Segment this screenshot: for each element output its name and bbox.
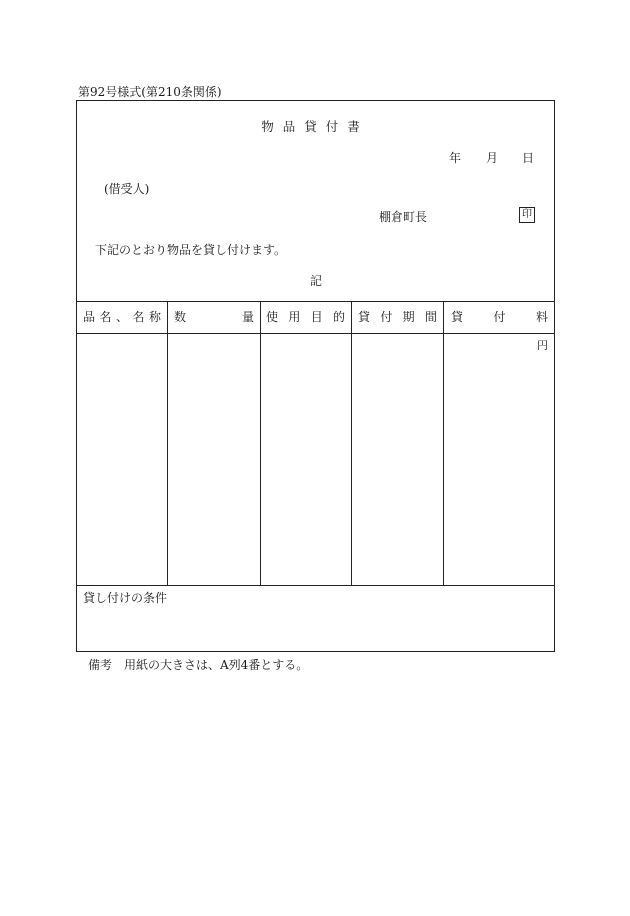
fee-unit: 円 [537, 339, 548, 352]
column-divider [167, 301, 168, 585]
header-loan-fee: 貸付料 [451, 310, 548, 324]
form-title: 物品貸付書 [261, 119, 369, 134]
column-divider [260, 301, 261, 585]
remarks-note: 備考 用紙の大きさは、A列4番とする。 [88, 658, 309, 672]
header-bottom-rule [76, 333, 555, 334]
issuer-name: 棚倉町長 [379, 210, 428, 224]
header-purpose: 使用目的 [266, 310, 345, 324]
date-month-label: 月 [486, 151, 499, 165]
header-loan-period: 貸付期間 [358, 310, 437, 324]
header-quantity: 数量 [174, 310, 254, 324]
seal-mark: 印 [519, 207, 535, 223]
statement-text: 下記のとおり物品を貸し付けます。 [95, 243, 287, 257]
date-day-label: 日 [522, 151, 535, 165]
table-bottom-rule [76, 585, 555, 586]
column-divider [351, 301, 352, 585]
form-number: 第92号様式(第210条関係) [78, 85, 222, 99]
column-divider [443, 301, 444, 585]
date-year-label: 年 [449, 151, 462, 165]
conditions-label: 貸し付けの条件 [83, 591, 168, 605]
header-item-name: 品名、名称 [83, 310, 161, 324]
record-mark: 記 [310, 274, 323, 288]
borrower-label: (借受人) [104, 182, 150, 196]
